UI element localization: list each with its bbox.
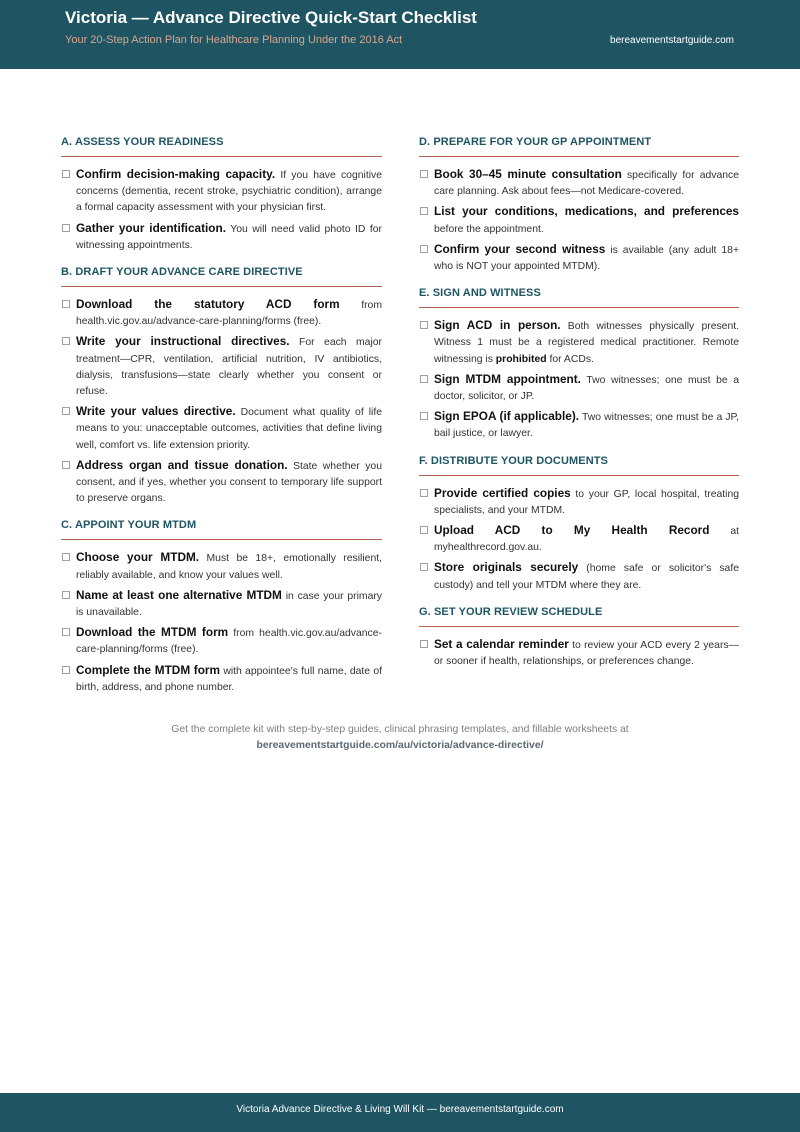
section-appoint-mtdm bbox=[61, 519, 382, 696]
checklist-item bbox=[61, 662, 382, 696]
item-text: Must be 18+, emotionally resilient, reliably available, and know your values well. bbox=[76, 553, 382, 581]
checklist-item bbox=[419, 636, 739, 670]
item-title: Name at least one alternative MTDM bbox=[76, 587, 282, 602]
item-title: List your conditions, medications, and preferences bbox=[434, 204, 739, 219]
item-title: Set a calendar reminder bbox=[434, 636, 569, 651]
checkbox[interactable] bbox=[62, 337, 70, 345]
item-text: Two witnesses; one must be a doctor, solicitor, or JP. bbox=[434, 374, 740, 403]
checkbox[interactable] bbox=[62, 628, 70, 636]
checklist-item bbox=[61, 220, 382, 254]
item-title: Store originals securely bbox=[434, 560, 579, 575]
item-text: If you have cognitive concerns (dementia, recent stroke, psychiatric condition), arrange a formal capacity assessment with your physician first. bbox=[76, 170, 382, 214]
checklist-item bbox=[419, 203, 739, 237]
section-prepare-gp bbox=[419, 136, 739, 275]
section-title: B. DRAFT YOUR ADVANCE CARE DIRECTIVE bbox=[61, 266, 382, 287]
item-title: Complete the MTDM form bbox=[76, 662, 221, 677]
left-column bbox=[61, 136, 382, 708]
checkbox[interactable] bbox=[62, 407, 70, 415]
checkbox[interactable] bbox=[420, 640, 428, 648]
checkbox[interactable] bbox=[420, 321, 428, 329]
section-draft-acd bbox=[61, 266, 382, 507]
item-title: Download the statutory ACD form bbox=[76, 297, 340, 312]
page-title: Victoria — Advance Directive Quick-Start Checklist bbox=[65, 8, 477, 27]
item-text: to your GP, local hospital, treating specialists, and your MTDM. bbox=[434, 488, 740, 516]
item-text-emphasis: prohibited bbox=[495, 353, 547, 365]
item-title: Confirm your second witness bbox=[434, 241, 606, 256]
item-text-before: Both witnesses physically present. Witness 1 must be a registered medical practitioner. Remote witnessing is bbox=[434, 321, 740, 365]
checklist-item bbox=[419, 559, 739, 593]
item-title: Address organ and tissue donation. bbox=[76, 457, 288, 472]
page-header bbox=[0, 0, 800, 69]
item-text-after: for ACDs. bbox=[549, 353, 594, 365]
call-to-action bbox=[100, 722, 700, 754]
item-title: Download the MTDM form bbox=[76, 625, 229, 640]
section-distribute-documents bbox=[419, 455, 739, 594]
checklist-item bbox=[419, 241, 739, 275]
checklist-item bbox=[61, 296, 382, 330]
checkbox[interactable] bbox=[420, 526, 428, 534]
section-title: C. APPOINT YOUR MTDM bbox=[61, 519, 382, 540]
checklist-item bbox=[419, 166, 739, 200]
checklist-item bbox=[419, 317, 739, 368]
section-title: A. ASSESS YOUR READINESS bbox=[61, 136, 382, 157]
item-title: Gather your identification. bbox=[76, 220, 226, 235]
section-review-schedule bbox=[419, 606, 739, 670]
checkbox[interactable] bbox=[420, 375, 428, 383]
checklist-item bbox=[61, 166, 382, 217]
page-footer bbox=[0, 1093, 800, 1132]
checklist-item bbox=[61, 549, 382, 583]
checklist-item bbox=[419, 485, 739, 519]
item-text: Document what quality of life means to you: unacceptable outcomes, activities that define living well, comfort vs. life extension priority. bbox=[76, 407, 382, 451]
right-column bbox=[419, 136, 739, 682]
section-title: E. SIGN AND WITNESS bbox=[419, 287, 739, 308]
item-title: Sign EPOA (if applicable). bbox=[434, 409, 580, 424]
item-text: from health.vic.gov.au/advance-care-planning/forms (free). bbox=[76, 628, 382, 656]
item-title: Upload ACD to My Health Record bbox=[434, 523, 710, 538]
item-title: Write your instructional directives. bbox=[76, 334, 290, 349]
section-title: F. DISTRIBUTE YOUR DOCUMENTS bbox=[419, 455, 739, 476]
item-text: State whether you consent, and if yes, whether you consent to temporary life support to preserve organs. bbox=[76, 460, 382, 505]
checkbox[interactable] bbox=[62, 224, 70, 232]
checklist-item bbox=[61, 624, 382, 658]
item-text: with appointee's full name, date of birth, address, and phone number. bbox=[76, 665, 383, 693]
checklist-item bbox=[419, 522, 739, 556]
item-text: (home safe or solicitor's safe custody) and tell your MTDM where they are. bbox=[434, 563, 739, 591]
checklist-item bbox=[419, 408, 739, 442]
item-title: Write your values directive. bbox=[76, 404, 236, 419]
checkbox[interactable] bbox=[420, 245, 428, 253]
footer-text: Victoria Advance Directive & Living Will Kit — bereavementstartguide.com bbox=[236, 1104, 564, 1115]
checkbox[interactable] bbox=[62, 170, 70, 178]
item-title: Confirm decision-making capacity. bbox=[76, 167, 276, 181]
item-text: For each major treatment—CPR, ventilation, artificial nutrition, IV antibiotics, dialysis, transfusions—state clearly whether you consent or refuse. bbox=[76, 337, 383, 398]
item-title: Choose your MTDM. bbox=[76, 550, 200, 565]
checkbox[interactable] bbox=[62, 300, 70, 308]
checkbox[interactable] bbox=[62, 666, 70, 674]
item-title: Book 30–45 minute consultation bbox=[434, 167, 622, 181]
cta-link[interactable]: bereavementstartguide.com/au/victoria/advance-directive/ bbox=[256, 740, 544, 751]
section-title: G. SET YOUR REVIEW SCHEDULE bbox=[419, 606, 739, 627]
section-assess-readiness bbox=[61, 136, 382, 254]
checklist-item bbox=[61, 457, 382, 508]
checkbox[interactable] bbox=[420, 412, 428, 420]
header-site-link[interactable]: bereavementstartguide.com bbox=[610, 35, 734, 46]
checkbox[interactable] bbox=[420, 207, 428, 215]
checkbox[interactable] bbox=[62, 461, 70, 469]
item-text: is available (any adult 18+ who is NOT your appointed MTDM). bbox=[434, 244, 740, 273]
cta-text: Get the complete kit with step-by-step guides, clinical phrasing templates, and fillable worksheets at bbox=[171, 724, 629, 735]
item-text: You will need valid photo ID for witnessing appointments. bbox=[76, 223, 383, 251]
checkbox[interactable] bbox=[420, 170, 428, 178]
page-subtitle: Your 20-Step Action Plan for Healthcare Planning Under the 2016 Act bbox=[65, 34, 403, 46]
checkbox[interactable] bbox=[420, 489, 428, 497]
section-title: D. PREPARE FOR YOUR GP APPOINTMENT bbox=[419, 136, 739, 157]
item-text: specifically for advance care planning. Ask about fees—not Medicare-covered. bbox=[434, 170, 739, 198]
item-text: to review your ACD every 2 years—or sooner if health, relationships, or preferences change. bbox=[434, 639, 739, 668]
checkbox[interactable] bbox=[62, 591, 70, 599]
item-text: Two witnesses; one must be a JP, bail justice, or lawyer. bbox=[434, 412, 740, 440]
item-title: Sign MTDM appointment. bbox=[434, 371, 581, 386]
item-title: Sign ACD in person. bbox=[434, 318, 561, 333]
item-text: before the appointment. bbox=[434, 223, 544, 235]
checkbox[interactable] bbox=[420, 563, 428, 571]
item-title: Provide certified copies bbox=[434, 485, 571, 500]
checklist-item bbox=[61, 333, 382, 400]
checkbox[interactable] bbox=[62, 553, 70, 561]
item-text: in case your primary is unavailable. bbox=[76, 590, 382, 619]
checklist-item bbox=[419, 371, 739, 405]
section-sign-witness bbox=[419, 287, 739, 442]
checklist-item bbox=[61, 403, 382, 454]
item-text: at myhealthrecord.gov.au. bbox=[434, 526, 739, 554]
item-text: from health.vic.gov.au/advance-care-planning/forms (free). bbox=[76, 300, 382, 328]
checklist-item bbox=[61, 587, 382, 621]
